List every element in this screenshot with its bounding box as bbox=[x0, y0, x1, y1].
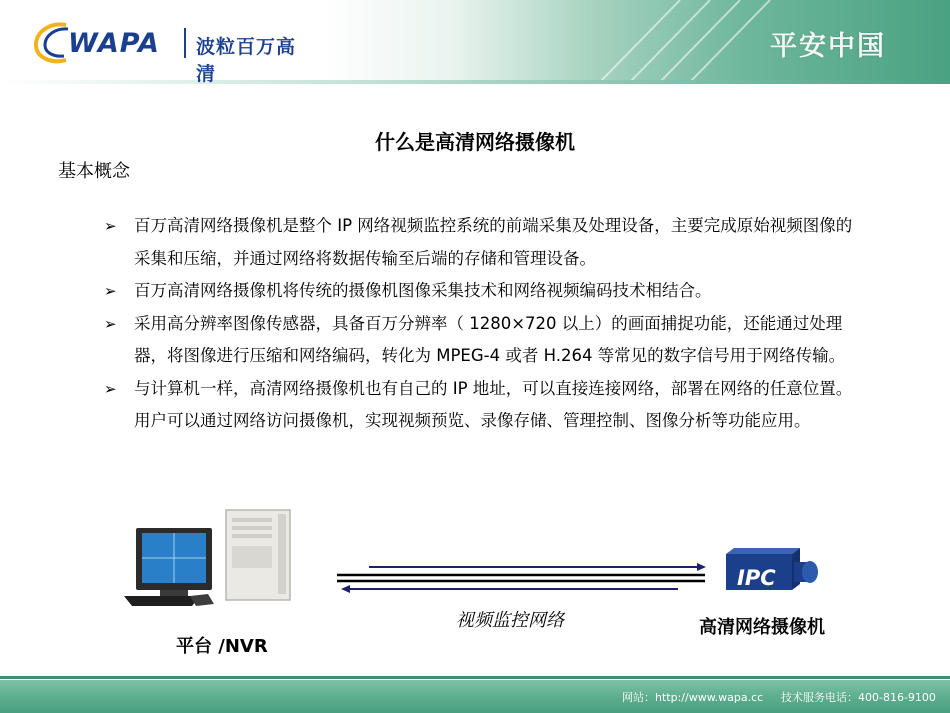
logo-wordmark: WAPA bbox=[68, 28, 160, 59]
bullet-text: 百万高清网络摄像机将传统的摄像机图像采集技术和网络视频编码技术相结合。 bbox=[134, 281, 712, 300]
footer-bar bbox=[0, 680, 950, 713]
bullet-arrow-icon: ➢ bbox=[104, 314, 117, 333]
footer-divider bbox=[0, 676, 950, 679]
bullet-item bbox=[104, 308, 864, 373]
footer-hotline: 技术服务电话：400-816-9100 bbox=[781, 691, 936, 704]
page-title: 什么是高清网络摄像机 bbox=[375, 130, 575, 154]
camera-label: 高清网络摄像机 bbox=[699, 617, 825, 638]
wapa-logo bbox=[30, 20, 300, 85]
bullet-arrow-icon: ➢ bbox=[104, 217, 117, 235]
logo-divider bbox=[184, 28, 186, 58]
platform-nvr-label: 平台 /NVR bbox=[176, 636, 268, 657]
bullet-item bbox=[104, 373, 864, 438]
footer-website: 网站：http://www.wapa.cc bbox=[622, 691, 764, 704]
bullet-arrow-icon: ➢ bbox=[104, 282, 117, 300]
header-slogan: 平安中国 bbox=[770, 31, 886, 62]
bullet-item bbox=[104, 275, 864, 308]
bullet-list bbox=[104, 210, 864, 438]
bullet-text: 采用高分辨率图像传感器，具备百万分辨率（ 1280×720 以上）的画面捕捉功能，还能通过处理器，将图像进行压缩和网络编码，转化为 MPEG-4 或者 H.264 等常见的数字信号用于网络传输。 bbox=[134, 313, 846, 365]
header-divider bbox=[0, 80, 950, 84]
network-link-lines bbox=[337, 563, 706, 593]
bullet-arrow-icon: ➢ bbox=[104, 379, 117, 398]
network-label: 视频监控网络 bbox=[456, 610, 564, 631]
bullet-text: 与计算机一样，高清网络摄像机也有自己的 IP 地址，可以直接连接网络，部署在网络的任意位置。用户可以通过网络访问摄像机，实现视频预览、录像存储、管理控制、图像分析等功能应用。 bbox=[134, 378, 853, 430]
section-subtitle: 基本概念 bbox=[58, 161, 130, 182]
bullet-text: 百万高清网络摄像机是整个 IP 网络视频监控系统的前端采集及处理设备，主要完成原始视频图像的采集和压缩，并通过网络将数据传输至后端的存储和管理设备。 bbox=[134, 216, 853, 268]
network-diagram bbox=[0, 500, 950, 670]
monitor-icon bbox=[124, 528, 214, 606]
header-stripes bbox=[560, 0, 950, 82]
server-tower-icon bbox=[226, 510, 290, 600]
bullet-item bbox=[104, 210, 864, 275]
logo-chinese-name: 波粒百万高清 bbox=[196, 36, 297, 85]
ipc-badge: IPC bbox=[737, 566, 776, 590]
